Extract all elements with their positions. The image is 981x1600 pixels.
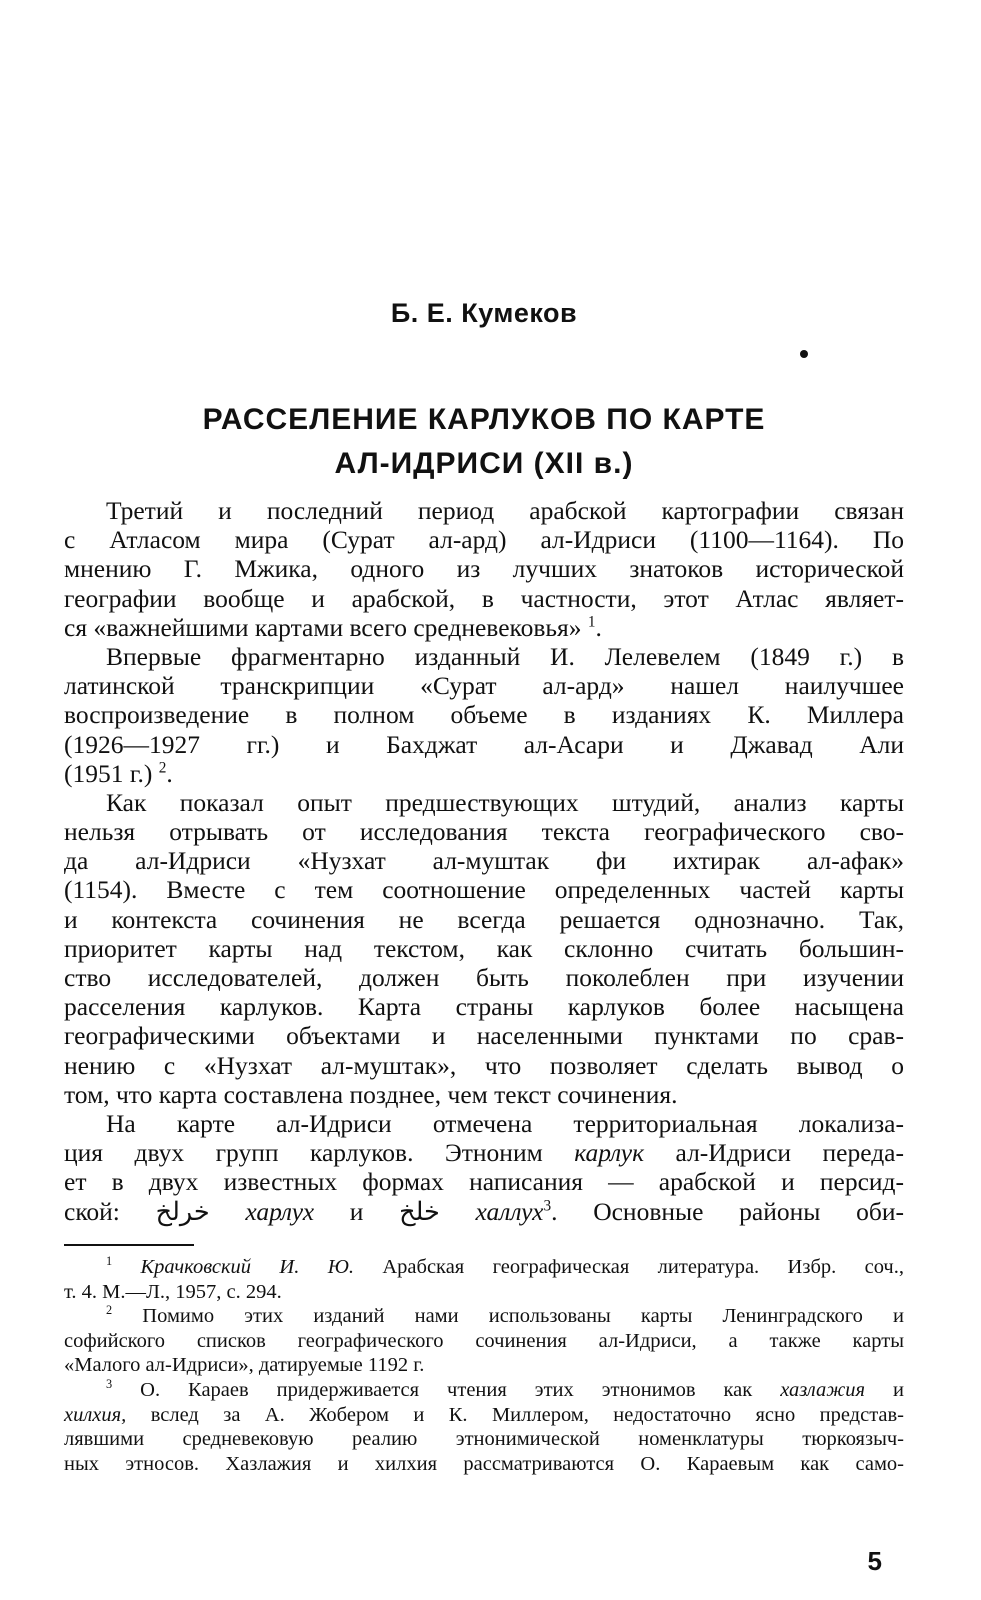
- body-line: географическими объектами и населенными пунктами по срав-: [64, 1021, 904, 1051]
- body-text-fragment: (1951 г.): [64, 758, 153, 788]
- arabic-term-khallukh: خلخ: [399, 1196, 440, 1226]
- body-text-fragment: ция двух групп карлуков. Этноним: [64, 1138, 543, 1168]
- title-line-1: РАССЕЛЕНИЕ КАРЛУКОВ ПО КАРТЕ: [202, 403, 766, 436]
- body-line: том, что карта составлена позднее, чем текст сочинения.: [64, 1079, 678, 1109]
- footnote-3-line: [64, 1403, 904, 1428]
- body-text-fragment: и: [349, 1196, 364, 1226]
- footnote-3-term-2: хилхия,: [64, 1403, 127, 1426]
- body-line: латинской транскрипции «Сурат ал-ард» нашел наилучшее: [64, 671, 904, 701]
- body-line: [64, 1197, 904, 1226]
- article-body: [64, 496, 904, 1226]
- footnote-3-mark: 3: [106, 1377, 113, 1392]
- footnote-1-line: [64, 1255, 904, 1280]
- author-name: Б. Е. Кумеков: [390, 298, 578, 328]
- footnote-3-text: вслед за А. Жобером и К. Миллером, недостаточно ясно представ-: [150, 1403, 905, 1426]
- body-line: (1926—1927 гг.) и Бахджат ал-Асари и Джавад Али: [64, 729, 904, 759]
- body-line: нению с «Нузхат ал-муштак», что позволяет сделать вывод о: [64, 1050, 904, 1080]
- footnote-3-line: ных этносов. Хазлажия и хилхия рассматриваются О. Караевым как само-: [64, 1452, 904, 1475]
- footnote-1-text: Арабская географическая литература. Избр. соч.,: [382, 1256, 904, 1278]
- body-line: да ал-Идриси «Нузхат ал-муштак фи ихтирак ал-афак»: [64, 846, 904, 876]
- footnote-2-mark: 2: [106, 1303, 113, 1318]
- footnote-ref-1: 1: [587, 613, 596, 631]
- body-line: мнению Г. Мжика, одного из лучших знатоков исторической: [64, 554, 904, 584]
- body-text-fragment: ся «важнейшими картами всего средневековья»: [64, 612, 582, 642]
- footnote-3-term-1: хазлажия: [780, 1378, 866, 1401]
- body-line: (1154). Вместе с тем соотношение определенных частей карты: [64, 875, 904, 905]
- stray-dot-mark: [800, 350, 808, 358]
- body-line: воспроизведение в полном объеме в изданиях К. Миллера: [64, 700, 904, 730]
- body-line: (1951 г.) $^2$.: [64, 758, 173, 788]
- body-line: нельзя отрывать от исследования текста географического сво-: [64, 817, 904, 847]
- footnote-1-mark: 1: [106, 1254, 113, 1269]
- footnotes: [64, 1255, 904, 1476]
- term-khallukh: халлух: [475, 1196, 544, 1226]
- body-line: расселения карлуков. Карта страны карлуков более насыщена: [64, 992, 904, 1022]
- footnote-2-text: Помимо этих изданий нами использованы карты Ленинградского и: [142, 1305, 904, 1328]
- title-line-2: АЛ-ИДРИСИ (XII в.): [334, 447, 634, 480]
- term-kharlukh: харлух: [245, 1196, 315, 1226]
- body-line: [64, 1138, 904, 1167]
- footnote-3-text: О. Караев придерживается чтения этих этнонимов как: [140, 1378, 753, 1401]
- footnote-1-line: т. 4. М.—Л., 1957, с. 294.: [64, 1280, 282, 1303]
- body-line: ся «важнейшими картами всего средневековья» $^1$.: [64, 612, 602, 642]
- footnote-2-line: софийского списков географического сочинения ал-Идриси, а также карты: [64, 1329, 904, 1352]
- footnote-1-author: Крачковский И. Ю.: [140, 1256, 354, 1278]
- footnote-3-text: и: [893, 1378, 905, 1401]
- body-line: На карте ал-Идриси отмечена территориальная локализа-: [106, 1108, 904, 1138]
- body-text-fragment: ской:: [64, 1196, 120, 1226]
- page: [64, 0, 904, 1600]
- body-line: Впервые фрагментарно изданный И. Лелевелем (1849 г.) в: [106, 641, 904, 671]
- body-text-fragment: . Основные районы оби-: [551, 1196, 904, 1226]
- footnote-2-line: [64, 1304, 904, 1329]
- body-line: Как показал опыт предшествующих штудий, анализ карты: [106, 787, 904, 817]
- body-text-fragment: ал-Идриси переда-: [675, 1138, 904, 1168]
- arabic-term-kharlukh: خرلخ: [155, 1196, 210, 1226]
- body-line: приоритет карты над текстом, как склонно считать большин-: [64, 933, 904, 963]
- body-line: ство исследователей, должен быть поколеблен при изучении: [64, 963, 904, 992]
- article-title: [64, 398, 904, 486]
- body-line: и контекста сочинения не всегда решается однозначно. Так,: [64, 904, 904, 934]
- body-line: географии вообще и арабской, в частности, этот Атлас являет-: [64, 583, 904, 613]
- footnote-3-line: [64, 1378, 904, 1403]
- footnote-divider: [64, 1244, 194, 1246]
- body-line: с Атласом мира (Сурат ал-ард) ал-Идриси (1100—1164). По: [64, 525, 904, 555]
- footnote-2-line: «Малого ал-Идриси», датируемые 1192 г.: [64, 1354, 425, 1377]
- term-karluk: карлук: [574, 1138, 645, 1168]
- footnote-3-line: лявшими средневековую реалию этнонимической номенклатуры тюркоязыч-: [64, 1428, 904, 1451]
- page-number: 5: [867, 1546, 882, 1576]
- body-line: Третий и последний период арабской картографии связан: [106, 496, 904, 525]
- body-line: ет в двух известных формах написания — арабской и персид-: [64, 1167, 904, 1197]
- footnote-ref-3: 3: [543, 1197, 552, 1214]
- footnote-ref-2: 2: [158, 759, 167, 777]
